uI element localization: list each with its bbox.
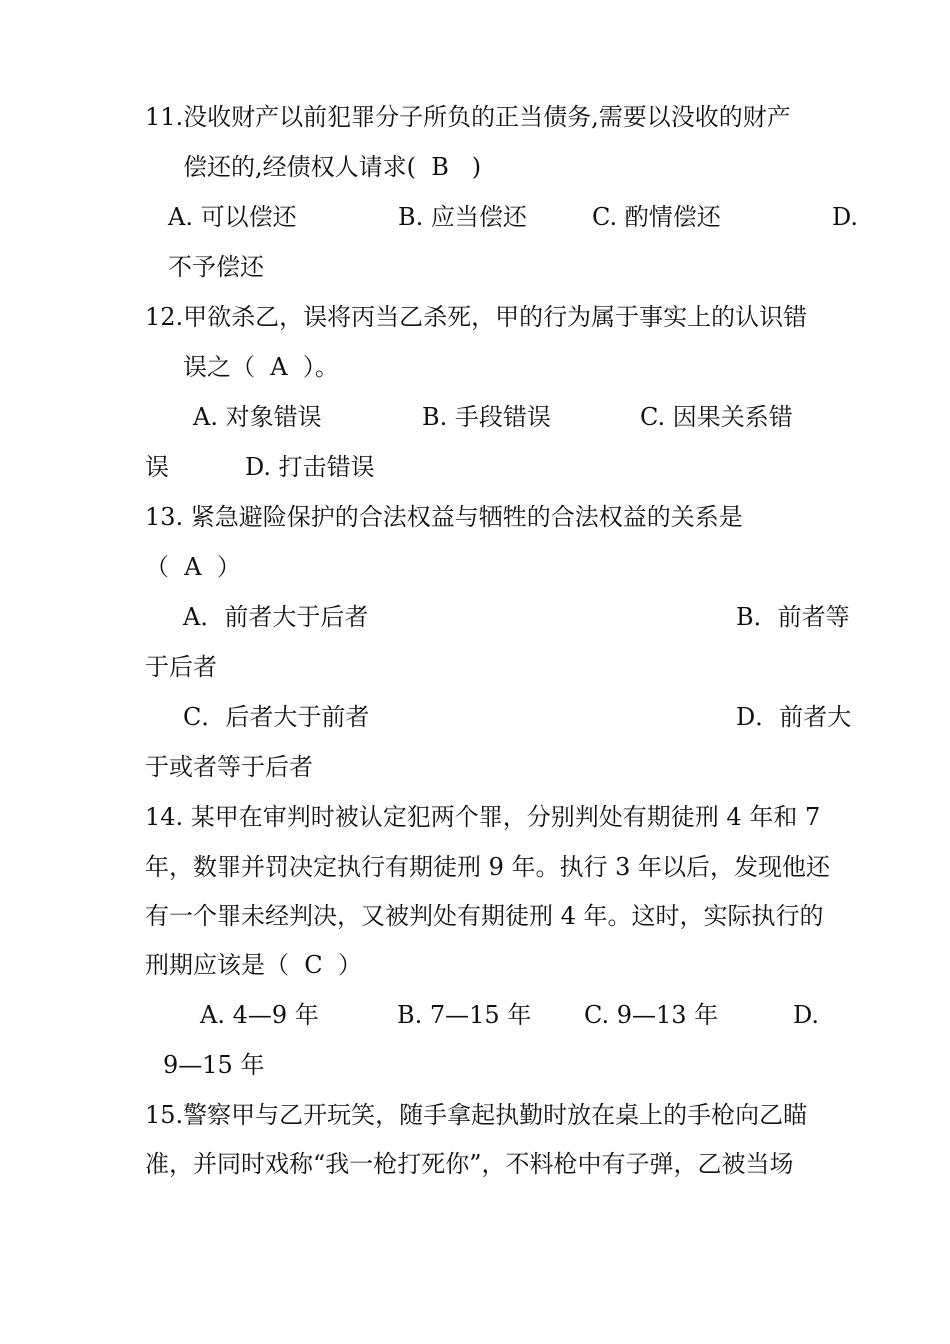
q14-stem-line-1: 14. 某甲在审判时被认定犯两个罪，分别判处有期徒刑 4 年和 7 <box>145 803 821 831</box>
q14-option-d-text: 9—15 年 <box>163 1051 265 1079</box>
q11-option-a: A. 可以偿还 <box>168 203 297 231</box>
q12-option-b: B. 手段错误 <box>422 403 551 431</box>
q11-option-b: B. 应当偿还 <box>398 203 527 231</box>
q13-option-d: D．前者大 <box>736 703 852 731</box>
q12-option-d: D. 打击错误 <box>245 453 375 481</box>
q14-stem-line-2: 年，数罪并罚决定执行有期徒刑 9 年。执行 3 年以后，发现他还 <box>145 853 831 881</box>
q14-stem-line-3: 有一个罪未经判决，又被判处有期徒刑 4 年。这时，实际执行的 <box>145 902 824 930</box>
q13-option-b-cont: 于后者 <box>145 653 217 681</box>
q13-stem-line-1: 13. 紧急避险保护的合法权益与牺牲的合法权益的关系是 <box>145 503 743 531</box>
q13-option-d-cont: 于或者等于后者 <box>145 753 313 781</box>
q12-option-a: A. 对象错误 <box>193 403 322 431</box>
q13-option-b: B．前者等 <box>736 603 850 631</box>
q11-option-d-text: 不予偿还 <box>168 253 264 281</box>
q15-stem-line-2: 准，并同时戏称“我一枪打死你”，不料枪中有子弹，乙被当场 <box>145 1150 794 1178</box>
q13-stem-line-2: （ A ） <box>145 553 241 581</box>
q11-stem-line-2: 偿还的,经债权人请求( B ) <box>183 153 482 181</box>
q12-stem-line-1: 12.甲欲杀乙，误将丙当乙杀死，甲的行为属于事实上的认识错 <box>145 303 808 331</box>
q12-option-c: C. 因果关系错 <box>640 403 793 431</box>
q14-option-b: B. 7—15 年 <box>397 1001 532 1029</box>
q12-stem-line-2: 误之（ A ）。 <box>183 353 339 381</box>
q11-option-d: D. <box>832 203 859 231</box>
q11-stem-line-1: 11.没收财产以前犯罪分子所负的正当债务,需要以没收的财产 <box>145 103 791 131</box>
q11-option-c: C. 酌情偿还 <box>592 203 721 231</box>
q13-option-c: C．后者大于前者 <box>183 703 370 731</box>
q14-stem-line-4: 刑期应该是（ C ） <box>145 951 362 979</box>
q12-option-c-cont: 误 <box>145 453 169 481</box>
q14-option-c: C. 9—13 年 <box>584 1001 719 1029</box>
q15-stem-line-1: 15.警察甲与乙开玩笑，随手拿起执勤时放在桌上的手枪向乙瞄 <box>145 1101 808 1129</box>
q14-option-a: A. 4—9 年 <box>200 1001 319 1029</box>
q14-option-d: D. <box>793 1001 820 1029</box>
q13-option-a: A．前者大于后者 <box>183 603 369 631</box>
